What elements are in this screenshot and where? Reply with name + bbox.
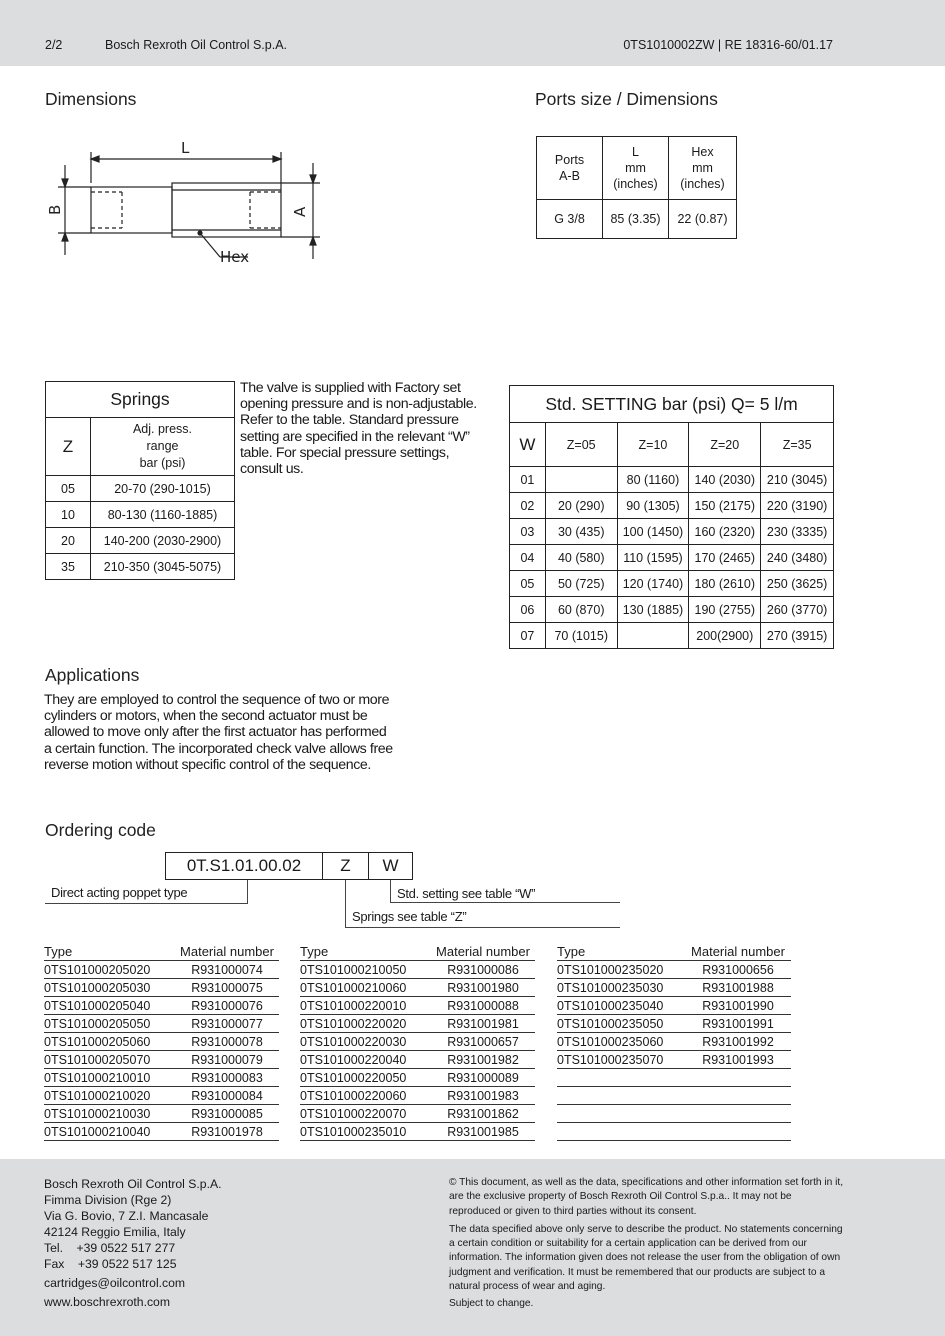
type-table-2 — [300, 944, 535, 1141]
table-row: 0TS101000220040 R931001982 — [300, 1051, 535, 1069]
code-connector — [247, 880, 248, 903]
table-row: 0TS101000220050 R931000089 — [300, 1069, 535, 1087]
setting-table — [509, 385, 834, 649]
table-row: 0TS101000205040 R931000076 — [44, 997, 279, 1015]
applications-title: Applications — [45, 665, 140, 685]
label-b: B — [46, 204, 64, 215]
ports-table — [536, 136, 737, 239]
code-underline — [345, 927, 620, 928]
table-row: 0TS101000235040 R931001990 — [557, 997, 791, 1015]
ports-cell: 85 (3.35) — [603, 200, 669, 239]
setting-row: 05 50 (725) 120 (1740) 180 (2610) 250 (3625) — [510, 571, 834, 597]
springs-range-header: Adj. press. range bar (psi) — [91, 418, 235, 476]
setting-row: 02 20 (290) 90 (1305) 150 (2175) 220 (3190) — [510, 493, 834, 519]
springs-z-header: Z — [46, 418, 91, 476]
table-row: 0TS101000210060 R931001980 — [300, 979, 535, 997]
col-type: Type — [300, 944, 329, 959]
springs-range: 20-70 (290-1015) — [91, 476, 235, 502]
setting-row: 06 60 (870) 130 (1885) 190 (2755) 260 (3770) — [510, 597, 834, 623]
table-row: 0TS101000210020 R931000084 — [44, 1087, 279, 1105]
email-link[interactable]: cartridges@oilcontrol.com — [44, 1276, 186, 1290]
springs-z: 20 — [46, 528, 91, 554]
ports-cell: G 3/8 — [537, 200, 603, 239]
table-row: 0TS101000235010 R931001985 — [300, 1123, 535, 1141]
setting-row: 04 40 (580) 110 (1595) 170 (2465) 240 (3480) — [510, 545, 834, 571]
ordering-code-z: Z — [322, 852, 369, 880]
table-row — [557, 1069, 791, 1087]
page-header — [0, 0, 945, 66]
springs-range: 80-130 (1160-1885) — [91, 502, 235, 528]
table-row: 0TS101000235050 R931001991 — [557, 1015, 791, 1033]
label-z: Springs see table “Z” — [352, 909, 467, 924]
table-row: 0TS101000205050 R931000077 — [44, 1015, 279, 1033]
company-address: Bosch Rexroth Oil Control S.p.A. Fimma Division (Rge 2) Via G. Bovio, 7 Z.I. Mancasale 42124 Reggio Emilia, Italy Tel. +39 0522 517 277 Fax +39 0522 517 125 cartridges@oilcontrol.com www.boschrexroth.com — [44, 1177, 222, 1309]
code-connector — [390, 880, 391, 902]
setting-header: W — [510, 423, 546, 467]
ports-header-ports: Ports A-B — [537, 137, 603, 200]
website-link[interactable]: www.boschrexroth.com — [44, 1295, 170, 1309]
setting-header: Z=10 — [617, 423, 689, 467]
table-row — [557, 1123, 791, 1141]
label-l: L — [181, 139, 190, 157]
applications-text: They are employed to control the sequence of two or more cylinders or motors, when the second actuator must be allowed to move only after the first actuator has performed a certain function. The incorporated check valve allows free reverse motion without specific control of the sequence. — [44, 692, 393, 773]
table-row: 0TS101000220060 R931001983 — [300, 1087, 535, 1105]
table-row: 0TS101000205060 R931000078 — [44, 1033, 279, 1051]
header-company: Bosch Rexroth Oil Control S.p.A. — [105, 38, 288, 52]
ordering-code-w: W — [368, 852, 413, 880]
col-type: Type — [557, 944, 586, 959]
ports-header-l: L mm (inches) — [603, 137, 669, 200]
page-number: 2/2 — [45, 38, 63, 52]
springs-table — [45, 381, 235, 580]
code-underline — [390, 902, 620, 903]
label-a: A — [291, 206, 309, 217]
springs-range: 210-350 (3045-5075) — [91, 554, 235, 580]
springs-z: 05 — [46, 476, 91, 502]
setting-header: Z=05 — [545, 423, 617, 467]
setting-note: The valve is supplied with Factory set opening pressure and is non-adjustable. Refer to the table. Standard pressure setting are specified in the relevant “W” table. For special pressure settings, consult us. — [240, 380, 477, 478]
ordering-title: Ordering code — [45, 820, 156, 840]
label-type: Direct acting poppet type — [51, 885, 188, 900]
springs-range: 140-200 (2030-2900) — [91, 528, 235, 554]
legal-notice: © This document, as well as the data, specifications and other information set forth in it, are the exclusive property of Bosch Rexroth Oil Control S.p.a.. It may not be reproduced or given to third parties without its consent. The data specified above only serve to describe the product. No statements concerning a certain condition or suitability for a certain application can be derived from our information. The information given does not release the user from the obligation of own judgment and verification. It must be remembered that our products are subject to a natural process of wear and aging. Subject to change. — [449, 1177, 844, 1310]
table-row: 0TS101000235060 R931001992 — [557, 1033, 791, 1051]
table-row: 0TS101000220030 R931000657 — [300, 1033, 535, 1051]
ports-cell: 22 (0.87) — [669, 200, 737, 239]
code-underline — [45, 903, 248, 904]
col-material: Material number — [691, 944, 785, 959]
table-row: 0TS101000205030 R931000075 — [44, 979, 279, 997]
table-row — [557, 1087, 791, 1105]
table-row: 0TS101000205020 R931000074 — [44, 961, 279, 979]
table-row: 0TS101000210050 R931000086 — [300, 961, 535, 979]
setting-row: 01 80 (1160) 140 (2030) 210 (3045) — [510, 467, 834, 493]
setting-row: 07 70 (1015) 200(2900) 270 (3915) — [510, 623, 834, 649]
table-row: 0TS101000210040 R931001978 — [44, 1123, 279, 1141]
table-row: 0TS101000205070 R931000079 — [44, 1051, 279, 1069]
table-row — [557, 1105, 791, 1123]
col-material: Material number — [180, 944, 274, 959]
setting-row: 03 30 (435) 100 (1450) 160 (2320) 230 (3335) — [510, 519, 834, 545]
label-hex: Hex — [220, 248, 250, 266]
dimensions-title: Dimensions — [45, 89, 137, 109]
table-row: 0TS101000235030 R931001988 — [557, 979, 791, 997]
table-row: 0TS101000220070 R931001862 — [300, 1105, 535, 1123]
springs-z: 35 — [46, 554, 91, 580]
table-row: 0TS101000210010 R931000083 — [44, 1069, 279, 1087]
col-material: Material number — [436, 944, 530, 959]
label-w: Std. setting see table “W” — [397, 886, 536, 901]
table-row: 0TS101000220010 R931000088 — [300, 997, 535, 1015]
page-footer — [0, 1159, 945, 1336]
type-table-1 — [44, 944, 279, 1141]
setting-header: Z=35 — [761, 423, 834, 467]
code-connector — [345, 880, 346, 927]
table-row: 0TS101000210030 R931000085 — [44, 1105, 279, 1123]
setting-header: Z=20 — [689, 423, 761, 467]
col-type: Type — [44, 944, 73, 959]
ports-header-hex: Hex mm (inches) — [669, 137, 737, 200]
document-reference: 0TS1010002ZW | RE 18316-60/01.17 — [623, 38, 833, 52]
table-row: 0TS101000220020 R931001981 — [300, 1015, 535, 1033]
springs-title: Springs — [46, 382, 235, 418]
type-table-3 — [557, 944, 791, 1141]
ordering-code-base: 0T.S1.01.00.02 — [165, 852, 323, 880]
setting-title: Std. SETTING bar (psi) Q= 5 l/m — [510, 386, 834, 423]
ports-title: Ports size / Dimensions — [535, 89, 718, 109]
dimension-drawing — [40, 135, 330, 270]
springs-z: 10 — [46, 502, 91, 528]
table-row: 0TS101000235070 R931001993 — [557, 1051, 791, 1069]
table-row: 0TS101000235020 R931000656 — [557, 961, 791, 979]
